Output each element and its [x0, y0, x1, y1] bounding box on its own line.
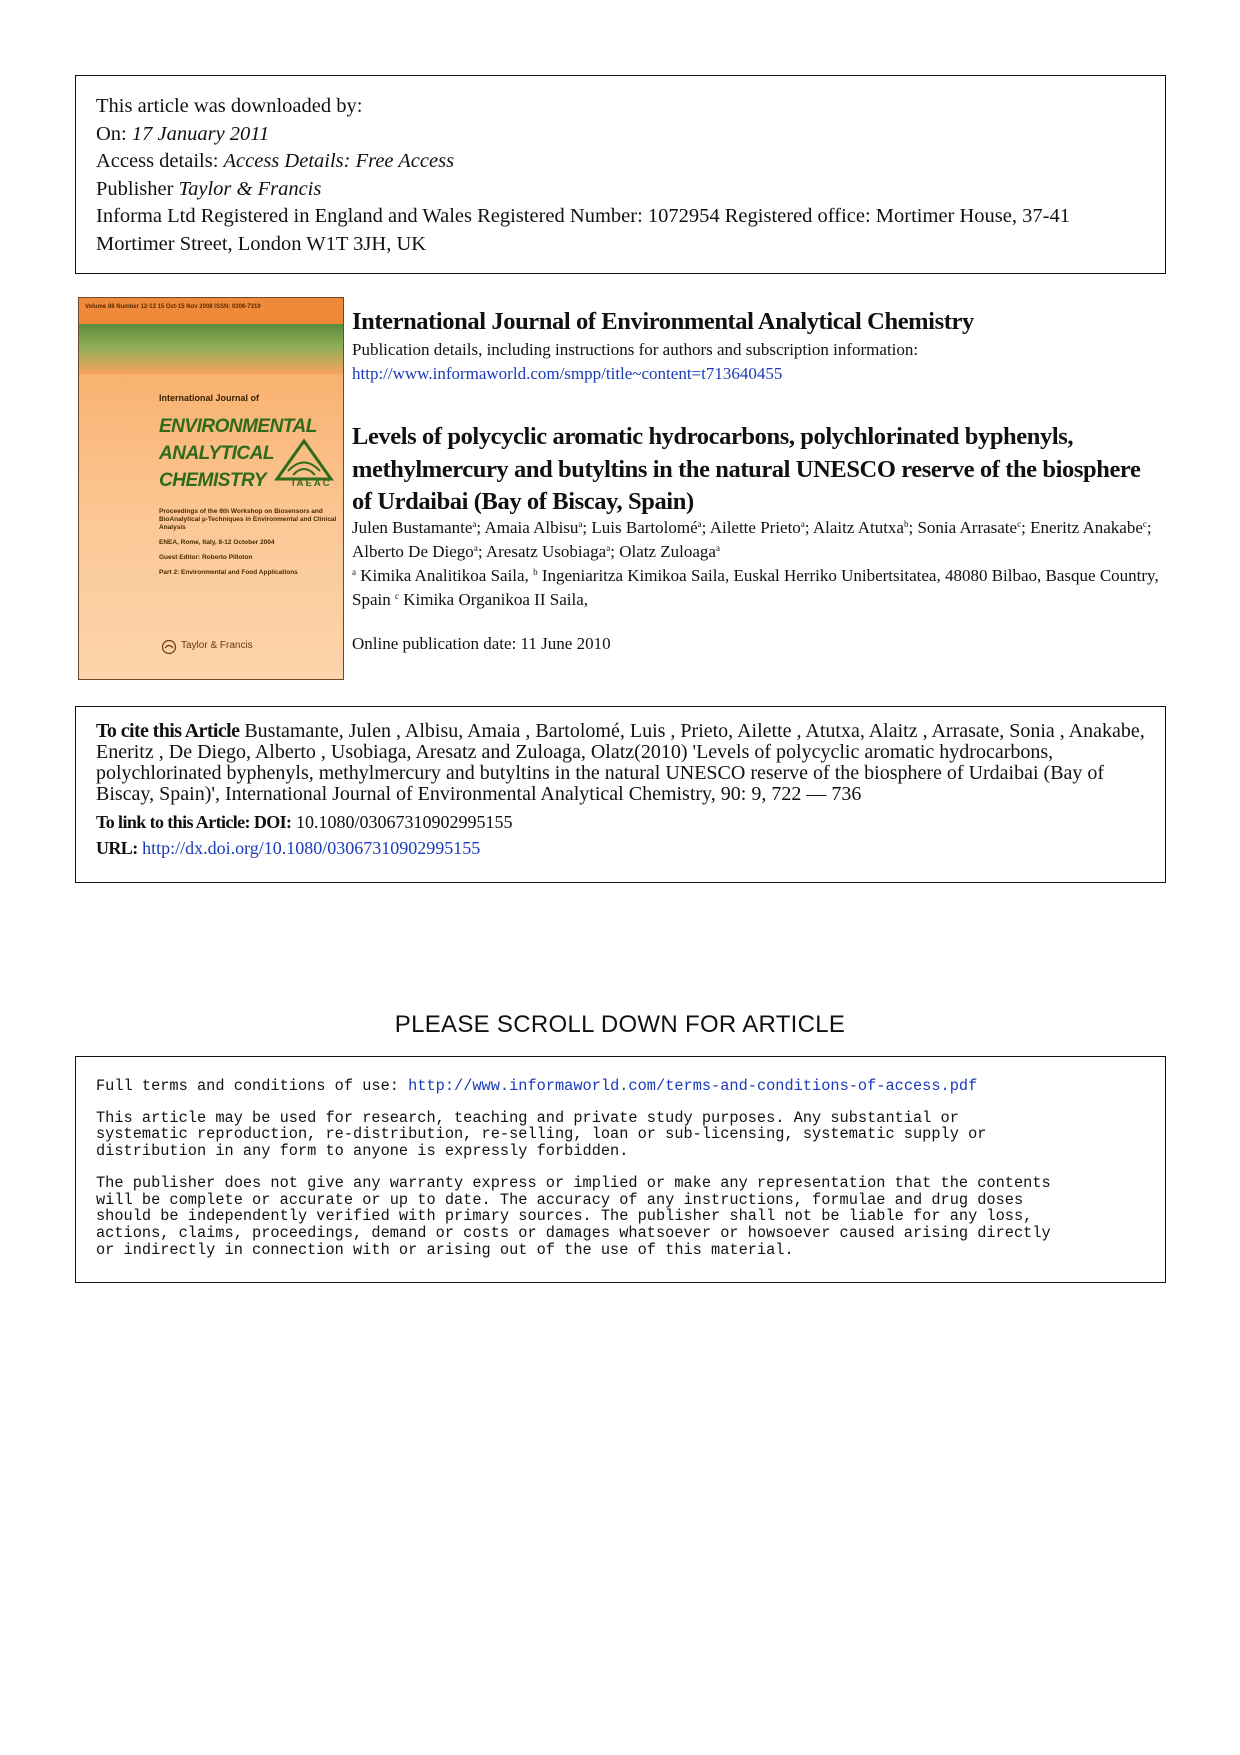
cover-top-bar: Volume 88 Number 12-13 15 Oct-15 Nov 2008 ISSN: 0306-7319: [79, 298, 343, 324]
downloaded-by-line: This article was downloaded by:: [96, 95, 363, 117]
url-line: URL: http://dx.doi.org/10.1080/03067310902995155: [96, 838, 481, 858]
online-publication-date: Online publication date: 11 June 2010: [352, 634, 611, 653]
download-info-box: [75, 75, 1166, 274]
affiliation-list: $^a$ Kimika Analitikoa Saila, $^b$ Ingeniaritza Kimikoa Saila, Euskal Herriko Unibertsitatea, 48080 Bilbao, Basque Country, Spain $^c$ Kimika Organikoa II Saila,: [352, 566, 1159, 609]
scroll-notice: PLEASE SCROLL DOWN FOR ARTICLE: [394, 1011, 846, 1038]
cover-proceedings: Proceedings of the 6th Workshop on Biosensors and BioAnalytical µ-Techniques in Environmental and Clinical Analysis ENEA, Rome, Italy, 8-12 October 2004 Guest Editor: Roberto Pilloton Part 2: Environmental and Food Applications: [159, 508, 337, 576]
iaeac-logo-icon: [274, 438, 334, 482]
download-date-line: On: 17 January 2011: [96, 122, 270, 145]
author-list: Julen Bustamante$^a$; Amaia Albisu$^a$; Luis Bartolomé$^a$; Ailette Prieto$^a$; Alaitz Atutxa$^b$; Sonia Arrasate$^c$; Eneritz Anakabe$^c$; Alberto De Diego$^a$; Aresatz Usobiaga$^a$; Olatz Zuloaga$^a$: [352, 518, 1152, 561]
author: Olatz Zuloaga: [619, 542, 716, 561]
doi-url-link[interactable]: http://dx.doi.org/10.1080/03067310902995155: [142, 838, 481, 858]
publication-details: Publication details, including instructions for authors and subscription information: http://www.informaworld.com/smpp/title~content=t713640455: [352, 340, 919, 383]
access-details-line: Access details: Access Details: Free Access: [96, 150, 455, 172]
terms-usage-paragraph: This article may be used for research, teaching and private study purposes. Any substantial or systematic reproduction, re-distribution, re-selling, loan or sub-licensing, systematic supply or distribution in any form to anyone is expressly forbidden.: [96, 1108, 987, 1161]
journal-url-link[interactable]: http://www.informaworld.com/smpp/title~content=t713640455: [352, 364, 783, 383]
terms-line: Full terms and conditions of use: http://www.informaworld.com/terms-and-conditions-of-access.pdf: [96, 1077, 978, 1095]
journal-title: International Journal of Environmental Analytical Chemistry: [352, 308, 974, 335]
terms-disclaimer-paragraph: The publisher does not give any warranty express or implied or make any representation that the contents will be complete or accurate or up to date. The accuracy of any instructions, formulae and drug doses should be independently verified with primary sources. The publisher shall not be liable for any loss, actions, claims, proceedings, demand or costs or damages whatsoever or howsoever caused arising directly or indirectly in connection with or arising out of the use of this material.: [96, 1173, 1051, 1259]
affiliation: Kimika Analitikoa Saila,: [360, 566, 529, 585]
author: Luis Bartolomé: [591, 518, 698, 537]
journal-cover-image: [78, 297, 344, 680]
cover-society: IAEAC: [292, 478, 332, 489]
author: Aresatz Usobiaga: [485, 542, 607, 561]
author: Sonia Arrasate: [917, 518, 1018, 537]
citation-text: To cite this Article Bustamante, Julen , Albisu, Amaia , Bartolomé, Luis , Prieto, Ailette , Atutxa, Alaitz , Arrasate, Sonia , Anakabe, Eneritz , De Diego, Alberto , Usobiaga, Aresatz and Zuloaga, Olatz(2010) 'Levels of polycyclic aromatic hydrocarbons, polychlorinated byphenyls, methylmercury and butyltins in the natural UNESCO reserve of the biosphere of Urdaibai (Bay of Biscay, Spain)', International Journal of Environmental Analytical Chemistry, 90: 9, 722 — 736: [96, 720, 1145, 805]
registered-office: Informa Ltd Registered in England and Wales Registered Number: 1072954 Registered office: Mortimer House, 37-41 Mortimer Street, London W1T 3JH, UK: [96, 205, 1070, 255]
author: Alberto De Diego: [352, 542, 474, 561]
article-title: Levels of polycyclic aromatic hydrocarbons, polychlorinated byphenyls, methylmercury and butyltins in the natural UNESCO reserve of the biosphere of Urdaibai (Bay of Biscay, Spain): [352, 423, 1141, 515]
terms-box: [75, 1056, 1166, 1283]
author: Ailette Prieto: [709, 518, 801, 537]
taylor-francis-logo-icon: [161, 639, 177, 655]
publisher-line: Publisher Taylor & Francis: [96, 177, 322, 200]
author: Eneritz Anakabe: [1030, 518, 1143, 537]
authors-and-affiliations: [352, 516, 1162, 612]
citation-label: To cite this Article: [96, 720, 240, 742]
author: Alaitz Atutxa: [812, 518, 904, 537]
doi-value: 10.1080/03067310902995155: [295, 812, 513, 832]
affiliation: Kimika Organikoa II Saila,: [403, 590, 588, 609]
author: Amaia Albisu: [484, 518, 579, 537]
terms-url-link[interactable]: http://www.informaworld.com/terms-and-conditions-of-access.pdf: [408, 1077, 978, 1095]
cover-journal-title: ENVIRONMENTAL ANALYTICAL CHEMISTRY: [159, 416, 317, 491]
doi-line: To link to this Article: DOI: 10.1080/03067310902995155: [96, 812, 513, 832]
access-details-value: Access Details: Free Access: [223, 150, 455, 172]
publisher-name: Taylor & Francis: [178, 177, 322, 200]
cover-green-band: [79, 324, 343, 374]
author: Julen Bustamante: [352, 518, 473, 537]
download-date: 17 January 2011: [131, 122, 270, 145]
cover-publisher: Taylor & Francis: [181, 640, 253, 651]
citation-box: [75, 706, 1166, 883]
affiliation: Ingeniaritza Kimikoa Saila, Euskal Herriko Unibertsitatea, 48080 Bilbao, Basque Country, Spain: [352, 566, 1159, 609]
cover-series: International Journal of: [159, 393, 260, 403]
